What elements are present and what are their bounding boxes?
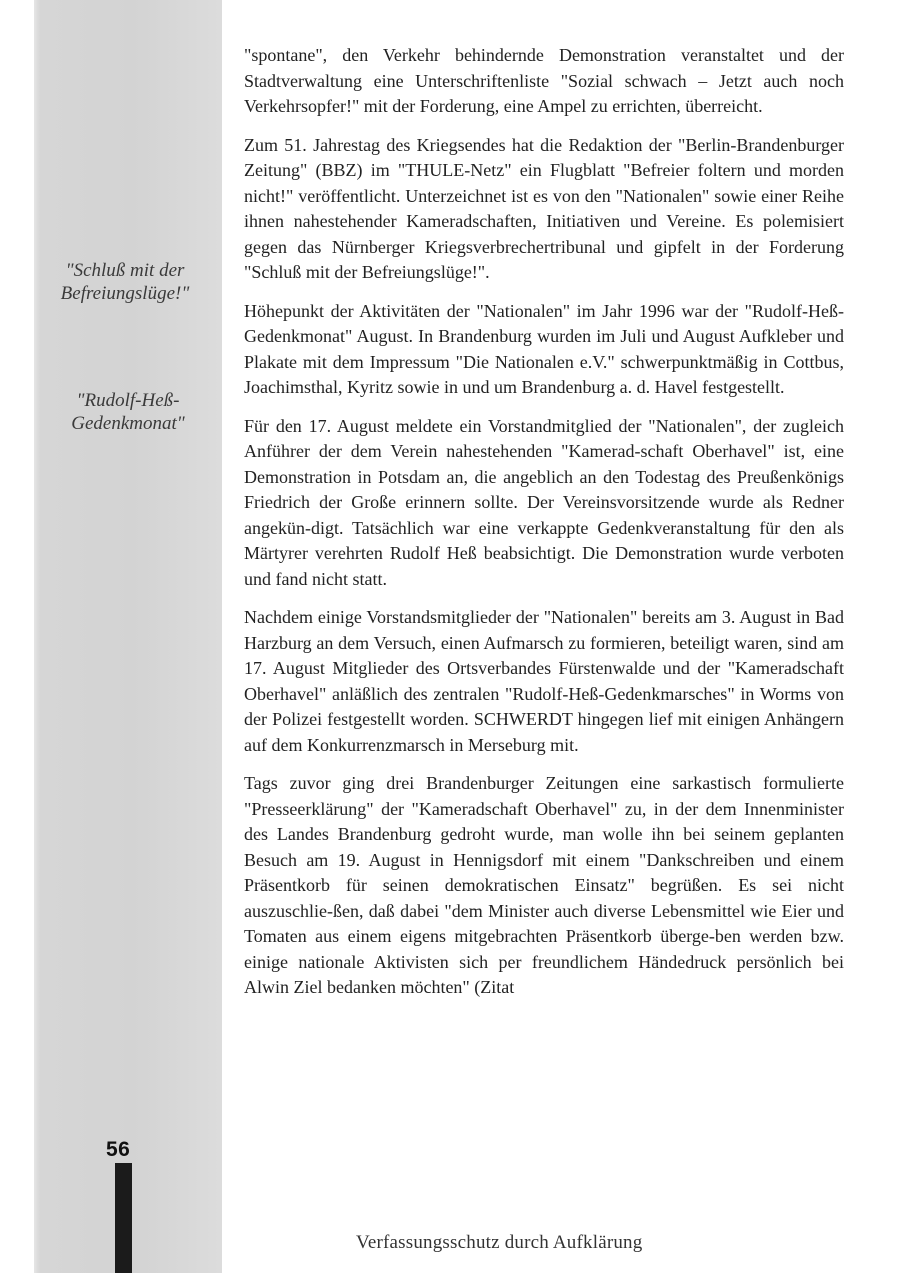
paragraph: Für den 17. August meldete ein Vorstandmitglied der "Nationalen", der zugleich Anführer der dem Verein nahestehenden "Kamerad-schaft Oberhavel" ist, eine Demonstration in Potsdam an, die angeblich an den Todestag des Preußenkönigs Friedrich der Große erinnern sollte. Der Vereinsvorsitzende wurde als Redner angekün-digt. Tatsächlich war eine verkappte Gedenkveranstaltung für den als Märtyrer verehrten Rudolf Heß beabsichtigt. Die Demonstration wurde verboten und fand nicht statt.	[244, 415, 844, 589]
margin-note-befreiungsluege: "Schluß mit der Befreiungslüge!"	[60, 260, 190, 304]
page-number: 56	[106, 1138, 131, 1161]
paragraph: "spontane", den Verkehr behindernde Demonstration veranstaltet und der Stadtverwaltung eine Unterschriftenliste "Sozial schwach – Jetzt auch noch Verkehrsopfer!" mit der Forderung, eine Ampel zu errichten, überreicht.	[244, 45, 844, 116]
page-number-bar	[115, 1163, 132, 1273]
paragraph: Nachdem einige Vorstandsmitglieder der "Nationalen" bereits am 3. August in Bad Harzburg an dem Versuch, einen Aufmarsch zu formieren, beteiligt waren, sind am 17. August Mitglieder des Ortsverbandes Fürstenwalde und der "Kameradschaft Oberhavel" anläßlich des zentralen "Rudolf-Heß-Gedenkmarsches" in Worms von der Polizei festgestellt worden. SCHWERDT hingegen lief mit einigen Anhängern auf dem Konkurrenzmarsch in Merseburg mit.	[244, 607, 844, 755]
paragraph: Höhepunkt der Aktivitäten der "Nationalen" im Jahr 1996 war der "Rudolf-Heß-Gedenkmonat" August. In Brandenburg wurden im Juli und August Aufkleber und Plakate mit dem Impressum "Die Nationalen e.V." schwerpunktmäßig in Cottbus, Joachimsthal, Kyritz sowie in und um Brandenburg a. d. Havel festgestellt.	[244, 300, 844, 397]
paragraph: Zum 51. Jahrestag des Kriegsendes hat die Redaktion der "Berlin-Brandenburger Zeitung" (BBZ) im "THULE-Netz" ein Flugblatt "Befreier foltern und morden nicht!" veröffentlicht. Unterzeichnet ist es von den "Nationalen" sowie einer Reihe ihnen nahestehender Kameradschaften, Initiativen und Vereine. Es polemisiert gegen das Nürnberger Kriegsverbrechertribunal und gipfelt in der Forderung "Schluß mit der Befreiungslüge!".	[244, 134, 844, 282]
page-margin-column	[0, 0, 222, 1273]
paragraph: Tags zuvor ging drei Brandenburger Zeitungen eine sarkastisch formulierte "Presseerklärung" der "Kameradschaft Oberhavel" zu, in der dem Innenminister des Landes Brandenburg gedroht wurde, man wolle ihn bei seinem geplanten Besuch am 19. August in Hennigsdorf mit einem "Dankschreiben und einem Präsentkorb für seinen demokratischen Einsatz" begrüßen. Es sei nicht auszuschlie-ßen, daß dabei "dem Minister auch diverse Lebensmittel wie Eier und Tomaten aus einem eigens mitgebrachten Präsentkorb überge-ben werden bzw. einige nationale Aktivisten sich per freundlichem Händedruck persönlich bei Alwin Ziel bedanken möchten" (Zitat	[244, 773, 844, 997]
page-footer: Verfassungsschutz durch Aufklärung	[356, 1232, 643, 1253]
margin-note-gedenkmonat: "Rudolf-Heß-Gedenkmonat"	[71, 390, 185, 434]
body-text	[244, 43, 844, 1014]
